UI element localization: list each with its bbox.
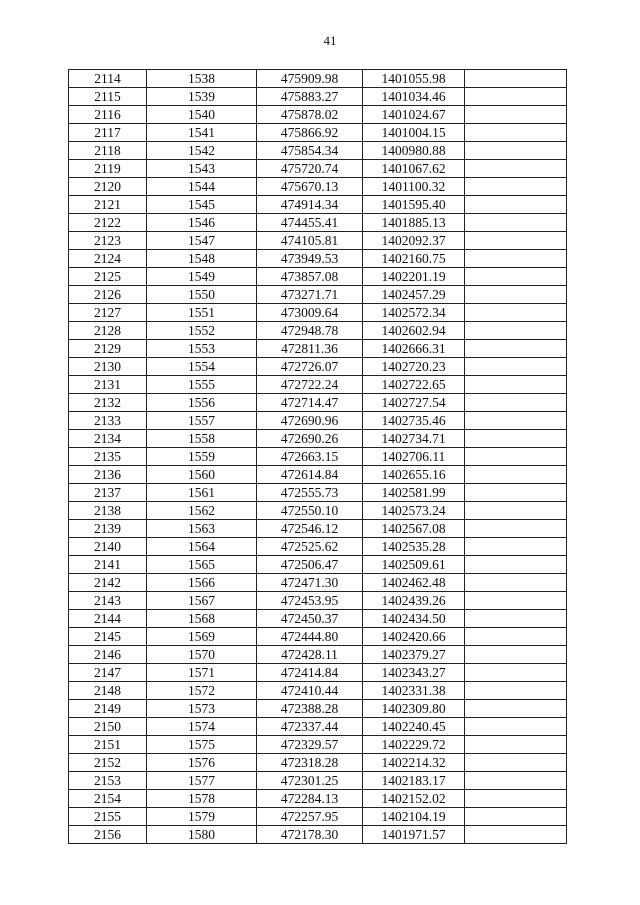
- row-index-cell: 2115: [69, 88, 147, 106]
- table-row: [69, 520, 567, 538]
- y-coordinate-cell: 1402706.11: [363, 448, 465, 466]
- row-index-cell: 2148: [69, 682, 147, 700]
- table-row: [69, 106, 567, 124]
- point-number-cell: 1552: [147, 322, 257, 340]
- row-index-cell: 2137: [69, 484, 147, 502]
- y-coordinate-cell: 1401055.98: [363, 70, 465, 88]
- point-number-cell: 1575: [147, 736, 257, 754]
- y-coordinate-cell: 1402572.34: [363, 304, 465, 322]
- x-coordinate-cell: 472428.11: [257, 646, 363, 664]
- y-coordinate-cell: 1401024.67: [363, 106, 465, 124]
- x-coordinate-cell: 472714.47: [257, 394, 363, 412]
- table-row: [69, 736, 567, 754]
- note-cell: [465, 808, 567, 826]
- x-coordinate-cell: 472450.37: [257, 610, 363, 628]
- y-coordinate-cell: 1402309.80: [363, 700, 465, 718]
- note-cell: [465, 178, 567, 196]
- point-number-cell: 1553: [147, 340, 257, 358]
- y-coordinate-cell: 1401004.15: [363, 124, 465, 142]
- table-row: [69, 484, 567, 502]
- x-coordinate-cell: 472471.30: [257, 574, 363, 592]
- note-cell: [465, 790, 567, 808]
- row-index-cell: 2129: [69, 340, 147, 358]
- note-cell: [465, 664, 567, 682]
- table-row: [69, 610, 567, 628]
- y-coordinate-cell: 1402201.19: [363, 268, 465, 286]
- row-index-cell: 2136: [69, 466, 147, 484]
- y-coordinate-cell: 1402567.08: [363, 520, 465, 538]
- point-number-cell: 1555: [147, 376, 257, 394]
- point-number-cell: 1558: [147, 430, 257, 448]
- point-number-cell: 1571: [147, 664, 257, 682]
- x-coordinate-cell: 472444.80: [257, 628, 363, 646]
- note-cell: [465, 754, 567, 772]
- table-row: [69, 232, 567, 250]
- y-coordinate-cell: 1402214.32: [363, 754, 465, 772]
- point-number-cell: 1551: [147, 304, 257, 322]
- y-coordinate-cell: 1400980.88: [363, 142, 465, 160]
- y-coordinate-cell: 1401067.62: [363, 160, 465, 178]
- y-coordinate-cell: 1402735.46: [363, 412, 465, 430]
- x-coordinate-cell: 472453.95: [257, 592, 363, 610]
- y-coordinate-cell: 1402573.24: [363, 502, 465, 520]
- row-index-cell: 2117: [69, 124, 147, 142]
- x-coordinate-cell: 472506.47: [257, 556, 363, 574]
- y-coordinate-cell: 1402722.65: [363, 376, 465, 394]
- table-row: [69, 214, 567, 232]
- y-coordinate-cell: 1402655.16: [363, 466, 465, 484]
- row-index-cell: 2139: [69, 520, 147, 538]
- point-number-cell: 1564: [147, 538, 257, 556]
- note-cell: [465, 772, 567, 790]
- y-coordinate-cell: 1402229.72: [363, 736, 465, 754]
- table-row: [69, 682, 567, 700]
- table-row: [69, 268, 567, 286]
- x-coordinate-cell: 472318.28: [257, 754, 363, 772]
- row-index-cell: 2132: [69, 394, 147, 412]
- row-index-cell: 2138: [69, 502, 147, 520]
- point-number-cell: 1573: [147, 700, 257, 718]
- table-row: [69, 538, 567, 556]
- table-row: [69, 376, 567, 394]
- x-coordinate-cell: 472555.73: [257, 484, 363, 502]
- x-coordinate-cell: 472722.24: [257, 376, 363, 394]
- note-cell: [465, 628, 567, 646]
- row-index-cell: 2151: [69, 736, 147, 754]
- table-row: [69, 826, 567, 844]
- x-coordinate-cell: 475720.74: [257, 160, 363, 178]
- y-coordinate-cell: 1402509.61: [363, 556, 465, 574]
- y-coordinate-cell: 1402462.48: [363, 574, 465, 592]
- x-coordinate-cell: 472948.78: [257, 322, 363, 340]
- x-coordinate-cell: 472301.25: [257, 772, 363, 790]
- point-number-cell: 1568: [147, 610, 257, 628]
- y-coordinate-cell: 1402379.27: [363, 646, 465, 664]
- row-index-cell: 2142: [69, 574, 147, 592]
- note-cell: [465, 592, 567, 610]
- row-index-cell: 2121: [69, 196, 147, 214]
- note-cell: [465, 574, 567, 592]
- note-cell: [465, 268, 567, 286]
- row-index-cell: 2133: [69, 412, 147, 430]
- y-coordinate-cell: 1401034.46: [363, 88, 465, 106]
- note-cell: [465, 430, 567, 448]
- point-number-cell: 1576: [147, 754, 257, 772]
- table-row: [69, 358, 567, 376]
- x-coordinate-cell: 472546.12: [257, 520, 363, 538]
- x-coordinate-cell: 472550.10: [257, 502, 363, 520]
- row-index-cell: 2124: [69, 250, 147, 268]
- y-coordinate-cell: 1402152.02: [363, 790, 465, 808]
- point-number-cell: 1541: [147, 124, 257, 142]
- table-row: [69, 394, 567, 412]
- note-cell: [465, 538, 567, 556]
- y-coordinate-cell: 1402535.28: [363, 538, 465, 556]
- point-number-cell: 1562: [147, 502, 257, 520]
- x-coordinate-cell: 474455.41: [257, 214, 363, 232]
- note-cell: [465, 142, 567, 160]
- x-coordinate-cell: 472178.30: [257, 826, 363, 844]
- row-index-cell: 2114: [69, 70, 147, 88]
- table-row: [69, 88, 567, 106]
- point-number-cell: 1572: [147, 682, 257, 700]
- point-number-cell: 1580: [147, 826, 257, 844]
- table-row: [69, 322, 567, 340]
- note-cell: [465, 304, 567, 322]
- table-row: [69, 718, 567, 736]
- table-row: [69, 340, 567, 358]
- coordinates-table: [68, 69, 567, 844]
- x-coordinate-cell: 473857.08: [257, 268, 363, 286]
- point-number-cell: 1567: [147, 592, 257, 610]
- row-index-cell: 2156: [69, 826, 147, 844]
- y-coordinate-cell: 1401595.40: [363, 196, 465, 214]
- table-row: [69, 574, 567, 592]
- row-index-cell: 2126: [69, 286, 147, 304]
- note-cell: [465, 502, 567, 520]
- point-number-cell: 1577: [147, 772, 257, 790]
- row-index-cell: 2134: [69, 430, 147, 448]
- x-coordinate-cell: 472414.84: [257, 664, 363, 682]
- table-body: [69, 70, 567, 844]
- table-row: [69, 448, 567, 466]
- row-index-cell: 2146: [69, 646, 147, 664]
- note-cell: [465, 214, 567, 232]
- table-row: [69, 628, 567, 646]
- table-row: [69, 556, 567, 574]
- point-number-cell: 1539: [147, 88, 257, 106]
- y-coordinate-cell: 1402602.94: [363, 322, 465, 340]
- table-row: [69, 790, 567, 808]
- point-number-cell: 1561: [147, 484, 257, 502]
- y-coordinate-cell: 1401885.13: [363, 214, 465, 232]
- y-coordinate-cell: 1402420.66: [363, 628, 465, 646]
- y-coordinate-cell: 1402092.37: [363, 232, 465, 250]
- row-index-cell: 2118: [69, 142, 147, 160]
- row-index-cell: 2123: [69, 232, 147, 250]
- x-coordinate-cell: 472811.36: [257, 340, 363, 358]
- note-cell: [465, 448, 567, 466]
- point-number-cell: 1543: [147, 160, 257, 178]
- note-cell: [465, 376, 567, 394]
- table-row: [69, 286, 567, 304]
- point-number-cell: 1544: [147, 178, 257, 196]
- row-index-cell: 2153: [69, 772, 147, 790]
- point-number-cell: 1557: [147, 412, 257, 430]
- note-cell: [465, 556, 567, 574]
- table-row: [69, 502, 567, 520]
- x-coordinate-cell: 474105.81: [257, 232, 363, 250]
- y-coordinate-cell: 1402183.17: [363, 772, 465, 790]
- point-number-cell: 1542: [147, 142, 257, 160]
- table-row: [69, 808, 567, 826]
- note-cell: [465, 466, 567, 484]
- x-coordinate-cell: 475670.13: [257, 178, 363, 196]
- y-coordinate-cell: 1402727.54: [363, 394, 465, 412]
- y-coordinate-cell: 1402734.71: [363, 430, 465, 448]
- row-index-cell: 2154: [69, 790, 147, 808]
- note-cell: [465, 160, 567, 178]
- point-number-cell: 1560: [147, 466, 257, 484]
- row-index-cell: 2155: [69, 808, 147, 826]
- y-coordinate-cell: 1402666.31: [363, 340, 465, 358]
- note-cell: [465, 412, 567, 430]
- note-cell: [465, 286, 567, 304]
- row-index-cell: 2141: [69, 556, 147, 574]
- note-cell: [465, 124, 567, 142]
- row-index-cell: 2152: [69, 754, 147, 772]
- row-index-cell: 2122: [69, 214, 147, 232]
- x-coordinate-cell: 472726.07: [257, 358, 363, 376]
- x-coordinate-cell: 472337.44: [257, 718, 363, 736]
- y-coordinate-cell: 1402581.99: [363, 484, 465, 502]
- y-coordinate-cell: 1402434.50: [363, 610, 465, 628]
- y-coordinate-cell: 1401100.32: [363, 178, 465, 196]
- note-cell: [465, 196, 567, 214]
- table-row: [69, 772, 567, 790]
- table-row: [69, 178, 567, 196]
- x-coordinate-cell: 475883.27: [257, 88, 363, 106]
- note-cell: [465, 736, 567, 754]
- y-coordinate-cell: 1401971.57: [363, 826, 465, 844]
- page-number: 41: [323, 33, 337, 48]
- x-coordinate-cell: 473271.71: [257, 286, 363, 304]
- note-cell: [465, 250, 567, 268]
- x-coordinate-cell: 473949.53: [257, 250, 363, 268]
- point-number-cell: 1550: [147, 286, 257, 304]
- note-cell: [465, 646, 567, 664]
- note-cell: [465, 826, 567, 844]
- y-coordinate-cell: 1402439.26: [363, 592, 465, 610]
- table-row: [69, 196, 567, 214]
- y-coordinate-cell: 1402104.19: [363, 808, 465, 826]
- table-row: [69, 124, 567, 142]
- table-row: [69, 70, 567, 88]
- note-cell: [465, 682, 567, 700]
- table-row: [69, 142, 567, 160]
- table-row: [69, 250, 567, 268]
- row-index-cell: 2125: [69, 268, 147, 286]
- x-coordinate-cell: 475878.02: [257, 106, 363, 124]
- note-cell: [465, 70, 567, 88]
- point-number-cell: 1556: [147, 394, 257, 412]
- point-number-cell: 1549: [147, 268, 257, 286]
- y-coordinate-cell: 1402720.23: [363, 358, 465, 376]
- point-number-cell: 1578: [147, 790, 257, 808]
- row-index-cell: 2150: [69, 718, 147, 736]
- row-index-cell: 2127: [69, 304, 147, 322]
- point-number-cell: 1547: [147, 232, 257, 250]
- note-cell: [465, 340, 567, 358]
- row-index-cell: 2143: [69, 592, 147, 610]
- x-coordinate-cell: 472410.44: [257, 682, 363, 700]
- table-row: [69, 700, 567, 718]
- note-cell: [465, 700, 567, 718]
- note-cell: [465, 106, 567, 124]
- table-row: [69, 466, 567, 484]
- table-row: [69, 412, 567, 430]
- row-index-cell: 2140: [69, 538, 147, 556]
- table-row: [69, 754, 567, 772]
- note-cell: [465, 358, 567, 376]
- row-index-cell: 2131: [69, 376, 147, 394]
- x-coordinate-cell: 473009.64: [257, 304, 363, 322]
- note-cell: [465, 232, 567, 250]
- table-row: [69, 592, 567, 610]
- point-number-cell: 1569: [147, 628, 257, 646]
- point-number-cell: 1574: [147, 718, 257, 736]
- x-coordinate-cell: 472525.62: [257, 538, 363, 556]
- table-row: [69, 304, 567, 322]
- row-index-cell: 2144: [69, 610, 147, 628]
- point-number-cell: 1570: [147, 646, 257, 664]
- y-coordinate-cell: 1402160.75: [363, 250, 465, 268]
- x-coordinate-cell: 474914.34: [257, 196, 363, 214]
- point-number-cell: 1546: [147, 214, 257, 232]
- note-cell: [465, 610, 567, 628]
- table-row: [69, 664, 567, 682]
- x-coordinate-cell: 472690.96: [257, 412, 363, 430]
- note-cell: [465, 520, 567, 538]
- point-number-cell: 1554: [147, 358, 257, 376]
- row-index-cell: 2130: [69, 358, 147, 376]
- y-coordinate-cell: 1402331.38: [363, 682, 465, 700]
- row-index-cell: 2120: [69, 178, 147, 196]
- point-number-cell: 1559: [147, 448, 257, 466]
- x-coordinate-cell: 472614.84: [257, 466, 363, 484]
- y-coordinate-cell: 1402240.45: [363, 718, 465, 736]
- y-coordinate-cell: 1402457.29: [363, 286, 465, 304]
- table-row: [69, 646, 567, 664]
- note-cell: [465, 322, 567, 340]
- x-coordinate-cell: 472388.28: [257, 700, 363, 718]
- point-number-cell: 1540: [147, 106, 257, 124]
- point-number-cell: 1545: [147, 196, 257, 214]
- x-coordinate-cell: 472663.15: [257, 448, 363, 466]
- y-coordinate-cell: 1402343.27: [363, 664, 465, 682]
- row-index-cell: 2145: [69, 628, 147, 646]
- point-number-cell: 1563: [147, 520, 257, 538]
- note-cell: [465, 718, 567, 736]
- x-coordinate-cell: 472329.57: [257, 736, 363, 754]
- point-number-cell: 1579: [147, 808, 257, 826]
- row-index-cell: 2147: [69, 664, 147, 682]
- x-coordinate-cell: 475909.98: [257, 70, 363, 88]
- note-cell: [465, 484, 567, 502]
- x-coordinate-cell: 475854.34: [257, 142, 363, 160]
- x-coordinate-cell: 472284.13: [257, 790, 363, 808]
- point-number-cell: 1565: [147, 556, 257, 574]
- point-number-cell: 1538: [147, 70, 257, 88]
- point-number-cell: 1548: [147, 250, 257, 268]
- row-index-cell: 2116: [69, 106, 147, 124]
- x-coordinate-cell: 475866.92: [257, 124, 363, 142]
- x-coordinate-cell: 472690.26: [257, 430, 363, 448]
- row-index-cell: 2149: [69, 700, 147, 718]
- row-index-cell: 2119: [69, 160, 147, 178]
- x-coordinate-cell: 472257.95: [257, 808, 363, 826]
- row-index-cell: 2135: [69, 448, 147, 466]
- table-row: [69, 160, 567, 178]
- note-cell: [465, 394, 567, 412]
- table-row: [69, 430, 567, 448]
- point-number-cell: 1566: [147, 574, 257, 592]
- row-index-cell: 2128: [69, 322, 147, 340]
- note-cell: [465, 88, 567, 106]
